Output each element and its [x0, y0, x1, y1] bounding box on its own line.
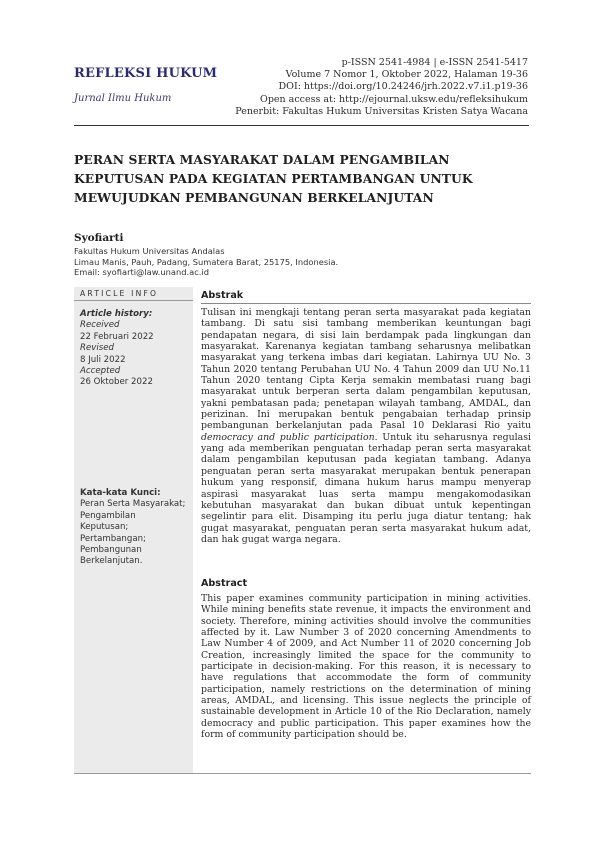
doi-line[interactable]: DOI: https://doi.org/10.24246/jrh.2022.v7.i1.p19-36: [278, 81, 528, 93]
keyword-line: Pembangunan: [80, 545, 142, 556]
keyword-line: Pengambilan: [80, 510, 136, 521]
issn-line: p-ISSN 2541-4984 | e-ISSN 2541-5417: [341, 57, 528, 68]
keywords-label: Kata-kata Kunci:: [80, 488, 161, 498]
revised-label: Revised: [80, 343, 114, 354]
volume-line: Volume 7 Nomor 1, Oktober 2022, Halaman 19-36: [285, 69, 528, 81]
abstrak-text-part: Untuk itu seharusnya regulasi yang ada memberikan penguatan terhadap peran serta masyarakat dalam pengambilan keputusan pada kegiatan tambang. Adanya penguatan peran serta masyarakat merupakan bentuk penerapan hukum yang responsif, dimana hukum harus mampu menyerap aspirasi masyarakat luas serta mampu mengakomodasikan kebutuhan masyarakat dan bukan dibuat untuk kepentingan segelintir para elit. Disamping itu perlu juga diatur tentang; hak gugat masyarakat, penguatan peran serta masyarakat hukum adat, dan hak gugat warga negara.: [201, 431, 531, 545]
author-email[interactable]: Email: syofiarti@law.unand.ac.id: [74, 267, 210, 278]
journal-subtitle: Jurnal Ilmu Hukum: [74, 93, 172, 104]
article-info-heading: ARTICLE INFO: [74, 287, 193, 301]
journal-name: REFLEKSI HUKUM: [74, 66, 218, 81]
keyword-line: Peran Serta Masyarakat;: [80, 499, 186, 510]
abstract-text: This paper examines community participation in mining activities. While mining benefits state revenue, it impacts the environment and society. Therefore, mining activities should involve the communities affected by it. Law Number 3 of 2020 concerning Amendments to Law Number 4 of 2009, and Act Number 11 of 2020 concerning Job Creation, increasingly limited the space for the community to participate in decision-making. For this reason, it is necessary to have regulations that accommodate the form of community participation, namely restrictions on the determination of mining areas, AMDAL, and licensing. This issue neglects the principle of sustainable development in Article 10 of the Rio Declaration, namely democracy and public participation. This paper examines how the form of community participation should be.: [201, 593, 531, 741]
title-line: MEWUJUDKAN PEMBANGUNAN BERKELANJUTAN: [74, 190, 434, 205]
keyword-line: Pertambangan;: [80, 533, 146, 544]
abstrak-text-italic: democracy and public participation.: [201, 431, 378, 443]
received-label: Received: [80, 320, 120, 331]
bottom-divider: [74, 773, 531, 774]
abstrak-text: [201, 307, 531, 545]
keyword-line: Keputusan;: [80, 522, 129, 533]
accepted-label: Accepted: [80, 366, 121, 377]
affiliation-line: Limau Manis, Pauh, Padang, Sumatera Barat, 25175, Indonesia.: [74, 256, 339, 267]
affiliation-line: Fakultas Hukum Universitas Andalas: [74, 246, 225, 256]
abstrak-text-part: Tulisan ini mengkaji tentang peran serta masyarakat pada kegiatan tambang. Di satu sisi tambang memberikan keuntungan bagi pendapatan negara, di sisi lain berdampak pada lingkungan dan masyarakat. Karenanya kegiatan tambang seharusnya melibatkan masyarakat yang terkena imbas dari kegiatan. Lahirnya UU No. 3 Tahun 2020 tentang Perubahan UU No. 4 Tahun 2009 dan UU No.11 Tahun 2020 tentang Cipta Kerja semakin membatasi ruang bagi masyarakat untuk berperan serta dalam pengambilan keputusan, yakni pembatasan pada; penetapan wilayah tambang, AMDAL, dan perizinan. Ini merupakan bentuk pengabaian terhadap prinsip pembangunan berkelanjutan pada Pasal 10 Deklarasi Rio yaitu: [201, 307, 531, 432]
publisher-line: Penerbit: Fakultas Hukum Universitas Kristen Satya Wacana: [235, 105, 528, 117]
abstract-heading: Abstract: [201, 578, 248, 589]
abstrak-heading: Abstrak: [201, 290, 244, 301]
accepted-date: 26 Oktober 2022: [80, 377, 153, 388]
author-name: Syofiarti: [74, 232, 124, 244]
keyword-line: Berkelanjutan.: [80, 556, 143, 567]
keywords-block: [80, 488, 192, 568]
received-date: 22 Februari 2022: [80, 331, 154, 342]
title-line: PERAN SERTA MASYARAKAT DALAM PENGAMBILAN: [74, 152, 450, 167]
paper-title: [74, 150, 534, 207]
abstract-divider: [201, 303, 531, 304]
history-label: Article history:: [80, 309, 153, 319]
author-affiliation: [74, 246, 534, 278]
revised-date: 8 Juli 2022: [80, 354, 126, 365]
open-access-line[interactable]: Open access at: http://ejournal.uksw.edu/refleksihukum: [260, 93, 528, 105]
journal-meta: [198, 57, 528, 118]
header-divider: [74, 125, 529, 126]
title-line: KEPUTUSAN PADA KEGIATAN PERTAMBANGAN UNTUK: [74, 171, 473, 186]
article-history: [80, 309, 192, 389]
